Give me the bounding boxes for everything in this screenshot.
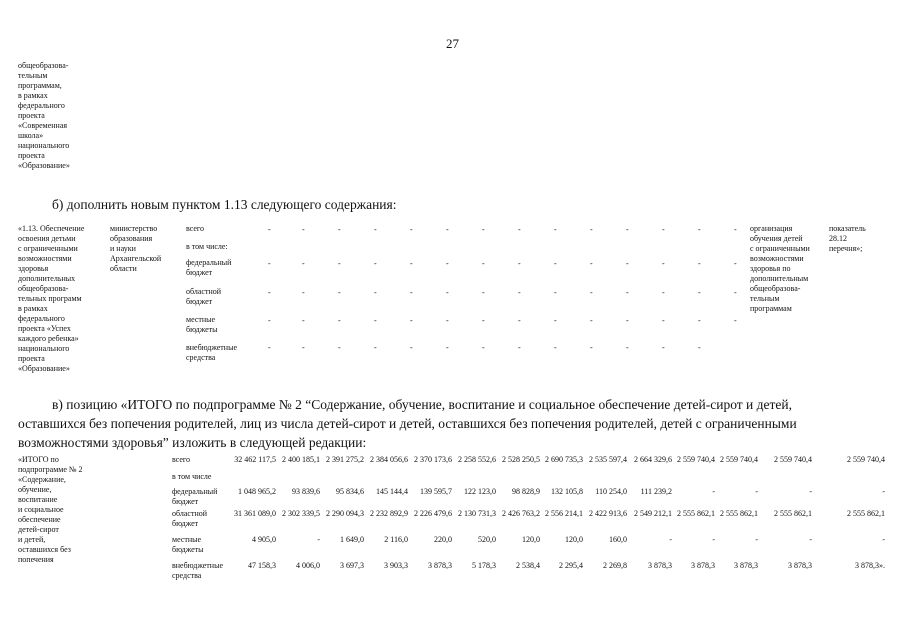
dash-cell: -	[410, 316, 413, 325]
item-1-13-result	[750, 224, 822, 314]
itogo-total-value: 2 258 552,6	[458, 455, 496, 464]
dash-cell: -	[698, 316, 701, 325]
dash-cell: -	[482, 316, 485, 325]
dash-cell: -	[662, 316, 665, 325]
itogo-federal-value: 95 834,6	[336, 487, 364, 496]
dash-cell: -	[662, 225, 665, 234]
label-local-budgets	[186, 315, 218, 335]
dash-cell: -	[698, 288, 701, 297]
fragment-line: программам,	[18, 81, 62, 90]
itogo-label-including: в том числе	[172, 472, 212, 481]
paragraph-v-line-3: возможностями здоровья” изложить в следующей редакции:	[18, 435, 367, 450]
dash-cell: -	[410, 259, 413, 268]
itogo-federal-value: 93 839,6	[292, 487, 320, 496]
label-federal-budget	[186, 258, 231, 278]
itogo-name-line: воспитание	[18, 495, 58, 504]
dash-cell: -	[698, 259, 701, 268]
itogo-federal-value: -	[882, 487, 885, 496]
item-1-13-executor-line: области	[110, 264, 137, 273]
itogo-federal-line: бюджет	[172, 497, 199, 506]
itogo-total-value: 2 391 275,2	[326, 455, 364, 464]
itogo-regional-value: 31 361 089,0	[234, 509, 276, 518]
itogo-extra-value: 3 697,3	[340, 561, 364, 570]
fragment-line: «Современная	[18, 121, 68, 130]
itogo-total-value: 2 559 740,4	[677, 455, 715, 464]
dash-cell: -	[590, 316, 593, 325]
dash-cell: -	[662, 288, 665, 297]
item-1-13-name-line: проекта «Успех	[18, 324, 71, 333]
fragment-line: национального	[18, 141, 70, 150]
fragment-line: в рамках	[18, 91, 48, 100]
dash-cell: -	[410, 288, 413, 297]
item-1-13-name-line: «Образование»	[18, 364, 70, 373]
dash-cell: -	[374, 343, 377, 352]
itogo-extra-value: 2 295,4	[559, 561, 583, 570]
dash-cell: -	[626, 316, 629, 325]
dash-cell: -	[698, 343, 701, 352]
item-1-13-name-line: проекта	[18, 354, 45, 363]
item-1-13-name-line: в рамках	[18, 304, 48, 313]
fragment-line: проекта	[18, 151, 45, 160]
itogo-total-value: 2 559 740,4	[847, 455, 885, 464]
dash-cell: -	[302, 288, 305, 297]
label-federal-line: федеральный	[186, 258, 232, 267]
itogo-extra-value: 3 878,3».	[855, 561, 885, 570]
dash-cell: -	[268, 316, 271, 325]
dash-cell: -	[734, 259, 737, 268]
fragment-line: тельным	[18, 71, 48, 80]
itogo-local-value: 4 905,0	[252, 535, 276, 544]
itogo-local-value: -	[755, 535, 758, 544]
itogo-regional-value: 2 555 862,1	[774, 509, 812, 518]
dash-cell: -	[554, 288, 557, 297]
itogo-regional-value: 2 555 862,1	[847, 509, 885, 518]
item-1-13-name-line: возможностями	[18, 254, 72, 263]
dash-cell: -	[446, 259, 449, 268]
itogo-extra-value: 3 878,3	[648, 561, 672, 570]
dash-cell: -	[338, 288, 341, 297]
itogo-total-value: 2 535 597,4	[589, 455, 627, 464]
dash-cell: -	[518, 288, 521, 297]
itogo-name-line: «Содержание,	[18, 475, 66, 484]
itogo-federal-value: -	[755, 487, 758, 496]
dash-cell: -	[302, 343, 305, 352]
dash-cell: -	[374, 316, 377, 325]
dash-cell: -	[482, 343, 485, 352]
itogo-federal-value: 111 239,2	[640, 487, 672, 496]
itogo-extra-value: 3 878,3	[788, 561, 812, 570]
fragment-line: школа»	[18, 131, 44, 140]
itogo-name-line: подпрограмме № 2	[18, 465, 83, 474]
item-1-13-indicator-line: показатель	[829, 224, 866, 233]
dash-cell: -	[518, 343, 521, 352]
dash-cell: -	[662, 343, 665, 352]
itogo-name-line: оставшихся без	[18, 545, 71, 554]
dash-cell: -	[590, 288, 593, 297]
itogo-regional-value: 2 422 913,6	[589, 509, 627, 518]
dash-cell: -	[446, 288, 449, 297]
dash-cell: -	[338, 316, 341, 325]
dash-cell: -	[268, 225, 271, 234]
dash-cell: -	[590, 259, 593, 268]
itogo-local-line: бюджеты	[172, 545, 204, 554]
dash-cell: -	[734, 316, 737, 325]
item-1-13-indicator-line: перечня»;	[829, 244, 863, 253]
dash-cell: -	[626, 343, 629, 352]
item-1-13-name-line: с ограниченными	[18, 244, 78, 253]
itogo-local-value: -	[317, 535, 320, 544]
itogo-local-value: -	[882, 535, 885, 544]
itogo-regional-value: 2 555 862,1	[677, 509, 715, 518]
item-1-13-name-line: национального	[18, 344, 70, 353]
itogo-federal-value: 110 254,0	[595, 487, 627, 496]
item-1-13-executor-line: Архангельской	[110, 254, 162, 263]
itogo-federal-value: 122 123,0	[464, 487, 496, 496]
dash-cell: -	[590, 225, 593, 234]
itogo-federal-value: 139 595,7	[420, 487, 452, 496]
item-1-13-executor-line: министерство	[110, 224, 158, 233]
item-1-13-result-line: с ограниченными	[750, 244, 810, 253]
itogo-regional-value: 2 290 094,3	[326, 509, 364, 518]
itogo-total-value: 2 384 056,6	[370, 455, 408, 464]
heading-b: б) дополнить новым пунктом 1.13 следующего содержания:	[52, 197, 397, 212]
itogo-name	[18, 455, 113, 565]
dash-cell: -	[698, 225, 701, 234]
itogo-name-line: «ИТОГО по	[18, 455, 59, 464]
dash-cell: -	[590, 343, 593, 352]
itogo-local-value: 2 116,0	[384, 535, 408, 544]
itogo-local-value: 1 649,0	[340, 535, 364, 544]
fragment-line: «Образование»	[18, 161, 70, 170]
itogo-regional-line: областной	[172, 509, 208, 518]
paragraph-v	[18, 395, 886, 452]
dash-cell: -	[338, 343, 341, 352]
item-1-13-indicator-line: 28.12	[829, 234, 847, 243]
item-1-13-name-line: общеобразова-	[18, 284, 69, 293]
label-regional-budget	[186, 287, 221, 307]
dash-cell: -	[518, 316, 521, 325]
label-federal-line: бюджет	[186, 268, 213, 277]
itogo-extra-value: 2 538,4	[516, 561, 540, 570]
itogo-extra-value: 3 878,3	[428, 561, 452, 570]
itogo-federal-value: -	[712, 487, 715, 496]
itogo-local-value: -	[712, 535, 715, 544]
itogo-local-value: -	[669, 535, 672, 544]
itogo-total-value: 32 462 117,5	[234, 455, 276, 464]
itogo-local-value: -	[809, 535, 812, 544]
itogo-label-regional	[172, 509, 207, 529]
paragraph-v-line-2: оставшихся без попечения родителей, лиц из числа детей-сирот и детей, оставшихся без попечения родителей, детей с ограниченными	[18, 416, 797, 431]
item-1-13-name-line: дополнительных	[18, 274, 76, 283]
itogo-local-value: 220,0	[434, 535, 452, 544]
itogo-extra-line: внебюджетные	[172, 561, 223, 570]
itogo-extra-value: 5 178,3	[472, 561, 496, 570]
itogo-extra-value: 3 878,3	[691, 561, 715, 570]
dash-cell: -	[734, 288, 737, 297]
item-1-13-name-line: «1.13. Обеспечение	[18, 224, 85, 233]
dash-cell: -	[554, 316, 557, 325]
dash-cell: -	[518, 225, 521, 234]
dash-cell: -	[302, 316, 305, 325]
label-regional-line: бюджет	[186, 297, 213, 306]
dash-cell: -	[302, 259, 305, 268]
dash-cell: -	[662, 259, 665, 268]
dash-cell: -	[268, 343, 271, 352]
item-1-13-result-line: возможностями	[750, 254, 804, 263]
itogo-regional-value: 2 232 892,9	[370, 509, 408, 518]
itogo-name-line: и детей,	[18, 535, 46, 544]
dash-cell: -	[482, 259, 485, 268]
itogo-local-value: 520,0	[478, 535, 496, 544]
label-local-line: местные	[186, 315, 216, 324]
itogo-name-line: детей-сирот	[18, 525, 59, 534]
itogo-federal-value: -	[809, 487, 812, 496]
dash-cell: -	[626, 225, 629, 234]
itogo-federal-value: 1 048 965,2	[238, 487, 276, 496]
fragment-line: федерального	[18, 101, 65, 110]
item-1-13-name-line: освоения детьми	[18, 234, 76, 243]
itogo-regional-value: 2 426 763,2	[502, 509, 540, 518]
dash-cell: -	[302, 225, 305, 234]
itogo-name-line: обеспечение	[18, 515, 61, 524]
itogo-regional-value: 2 549 212,1	[634, 509, 672, 518]
dash-cell: -	[446, 343, 449, 352]
itogo-label-total: всего	[172, 455, 191, 464]
itogo-extra-value: 47 158,3	[248, 561, 276, 570]
item-1-13-name-line: каждого ребенка»	[18, 334, 79, 343]
page-number: 27	[446, 36, 459, 51]
itogo-regional-line: бюджет	[172, 519, 199, 528]
dash-cell: -	[268, 288, 271, 297]
label-extra-line: внебюджетные	[186, 343, 237, 352]
item-1-13-executor	[110, 224, 185, 274]
itogo-extra-value: 3 903,3	[384, 561, 408, 570]
dash-cell: -	[734, 225, 737, 234]
itogo-regional-value: 2 302 339,5	[282, 509, 320, 518]
dash-cell: -	[446, 316, 449, 325]
itogo-total-value: 2 690 735,3	[545, 455, 583, 464]
item-1-13-executor-line: образования	[110, 234, 153, 243]
itogo-label-extra	[172, 561, 223, 581]
item-1-13-result-line: общеобразова-	[750, 284, 801, 293]
itogo-regional-value: 2 555 862,1	[720, 509, 758, 518]
itogo-regional-value: 2 226 479,6	[414, 509, 452, 518]
itogo-federal-value: 145 144,4	[376, 487, 408, 496]
dash-cell: -	[374, 288, 377, 297]
itogo-extra-value: 2 269,8	[603, 561, 627, 570]
label-extrabudgetary	[186, 343, 237, 363]
dash-cell: -	[268, 259, 271, 268]
itogo-regional-value: 2 130 731,3	[458, 509, 496, 518]
itogo-total-value: 2 400 185,1	[282, 455, 320, 464]
dash-cell: -	[518, 259, 521, 268]
label-local-line: бюджеты	[186, 325, 218, 334]
dash-cell: -	[374, 259, 377, 268]
dash-cell: -	[338, 259, 341, 268]
item-1-13-result-line: дополнительным	[750, 274, 809, 283]
label-regional-line: областной	[186, 287, 222, 296]
itogo-federal-value: 98 828,9	[512, 487, 540, 496]
item-1-13-result-line: программам	[750, 304, 792, 313]
item-1-13-name-line: тельных программ	[18, 294, 82, 303]
dash-cell: -	[482, 225, 485, 234]
item-1-13-result-line: здоровья по	[750, 264, 791, 273]
item-1-13-result-line: обучения детей	[750, 234, 803, 243]
itogo-extra-line: средства	[172, 571, 202, 580]
itogo-federal-line: федеральный	[172, 487, 218, 496]
itogo-extra-value: 4 006,0	[296, 561, 320, 570]
itogo-total-value: 2 528 250,5	[502, 455, 540, 464]
dash-cell: -	[626, 259, 629, 268]
itogo-total-value: 2 664 329,6	[634, 455, 672, 464]
itogo-total-value: 2 559 740,4	[720, 455, 758, 464]
fragment-line: проекта	[18, 111, 45, 120]
item-1-13-indicator	[829, 224, 889, 254]
dash-cell: -	[626, 288, 629, 297]
dash-cell: -	[482, 288, 485, 297]
itogo-label-federal	[172, 487, 217, 507]
dash-cell: -	[554, 225, 557, 234]
itogo-local-value: 120,0	[522, 535, 540, 544]
itogo-name-line: и социальное	[18, 505, 64, 514]
itogo-total-value: 2 370 173,6	[414, 455, 452, 464]
itogo-label-local	[172, 535, 204, 555]
itogo-name-line: обучение,	[18, 485, 52, 494]
itogo-local-value: 120,0	[565, 535, 583, 544]
label-extra-line: средства	[186, 353, 216, 362]
previous-row-fragment	[18, 61, 118, 171]
dash-cell: -	[410, 225, 413, 234]
itogo-total-value: 2 559 740,4	[774, 455, 812, 464]
dash-cell: -	[338, 225, 341, 234]
dash-cell: -	[554, 259, 557, 268]
dash-cell: -	[374, 225, 377, 234]
item-1-13-result-line: тельным	[750, 294, 780, 303]
itogo-federal-value: 132 105,8	[551, 487, 583, 496]
itogo-name-line: попечения	[18, 555, 54, 564]
paragraph-v-line-1: в) позицию «ИТОГО по подпрограмме № 2 “Содержание, обучение, воспитание и социальное обеспечение детей-сирот и детей,	[52, 397, 793, 412]
item-1-13-name	[18, 224, 110, 374]
item-1-13-name-line: здоровья	[18, 264, 49, 273]
item-1-13-executor-line: и науки	[110, 244, 136, 253]
item-1-13-name-line: федерального	[18, 314, 65, 323]
item-1-13-result-line: организация	[750, 224, 793, 233]
itogo-regional-value: 2 556 214,1	[545, 509, 583, 518]
fragment-line: общеобразова-	[18, 61, 69, 70]
dash-cell: -	[410, 343, 413, 352]
itogo-local-line: местные	[172, 535, 202, 544]
dash-cell: -	[446, 225, 449, 234]
itogo-extra-value: 3 878,3	[734, 561, 758, 570]
label-including: в том числе:	[186, 242, 228, 251]
label-total: всего	[186, 224, 205, 233]
itogo-local-value: 160,0	[609, 535, 627, 544]
dash-cell: -	[554, 343, 557, 352]
